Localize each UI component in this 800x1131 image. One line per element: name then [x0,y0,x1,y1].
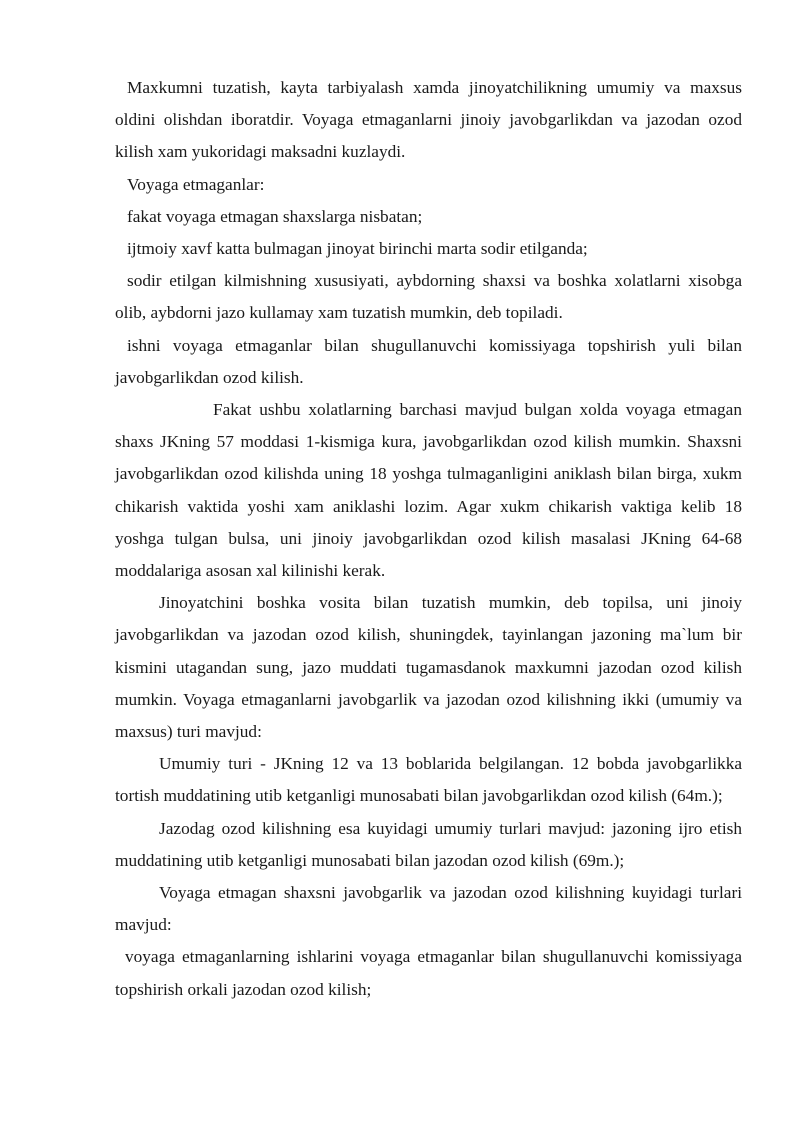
paragraph-condition-4: ishni voyaga etmaganlar bilan shugullanuvchi komissiyaga topshirish yuli bilan javobgarlikdan ozod kilish. [115,335,742,387]
paragraph-condition-3: sodir etilgan kilmishning xususiyati, aybdorning shaxsi va boshka xolatlarni xisobga olib, aybdorni jazo kullamay xam tuzatish mumkin, deb topiladi. [115,271,742,323]
paragraph-purpose: Maxkumni tuzatish, kayta tarbiyalash xamda jinoyatchilikning umumiy va maxsus oldini olishdan iboratdir. Voyaga etmaganlarni jinoiy javobgarlikdan va jazodan ozod kilish xam yukoridagi maksadni kuzlaydi. [115,78,742,162]
paragraph-condition-1: fakat voyaga etmagan shaxslarga nisbatan; [127,206,423,226]
paragraph-minor-types: Voyaga etmagan shaxsni javobgarlik va jazodan ozod kilishning kuyidagi turlari mavjud: [115,883,742,935]
paragraph-release-types: Jinoyatchini boshka vosita bilan tuzatish mumkin, deb topilsa, uni jinoiy javobgarlikdan va jazodan ozod kilish, shuningdek, tayinlangan jazoning ma`lum bir kismini utagandan sung, jazo muddati tugamasdanok maxkumni jazodan ozod kilish mumkin. Voyaga etmaganlarni javobgarlik va jazodan ozod kilishning ikki (umumiy va maxsus) turi mavjud: [115,593,742,742]
paragraph-general-type: Umumiy turi - JKning 12 va 13 boblarida belgilangan. 12 bobda javobgarlikka tortish muddatining utib ketganligi munosabati bilan javobgarlikdan ozod kilish (64m.); [115,754,742,806]
paragraph-minors-heading: Voyaga etmaganlar: [127,174,265,194]
paragraph-commission-transfer: voyaga etmaganlarning ishlarini voyaga etmaganlar bilan shugullanuvchi komissiyaga topshirish orkali jazodan ozod kilish; [115,947,742,999]
paragraph-punishment-release: Jazodag ozod kilishning esa kuyidagi umumiy turlari mavjud: jazoning ijro etish muddatining utib ketganligi munosabati bilan jazodan ozod kilish (69m.); [115,818,742,870]
paragraph-article-57: Fakat ushbu xolatlarning barchasi mavjud bulgan xolda voyaga etmagan shaxs JKning 57 moddasi 1-kismiga kura, javobgarlikdan ozod kilish mumkin. Shaxsni javobgarlikdan ozod kilishda uning 18 yoshga tulmaganligini aniklash bilan birga, xukm chikarish vaktida yoshi xam aniklashi lozim. Agar xukm chikarish vaktiga kelib 18 yoshga tulgan bulsa, uni jinoiy javobgarlikdan ozod kilish masalasi JKning 64-68 moddalariga asosan xal kilinishi kerak. [115,400,742,581]
paragraph-condition-2: ijtmoiy xavf katta bulmagan jinoyat birinchi marta sodir etilganda; [127,239,588,259]
document-body [115,72,742,1006]
